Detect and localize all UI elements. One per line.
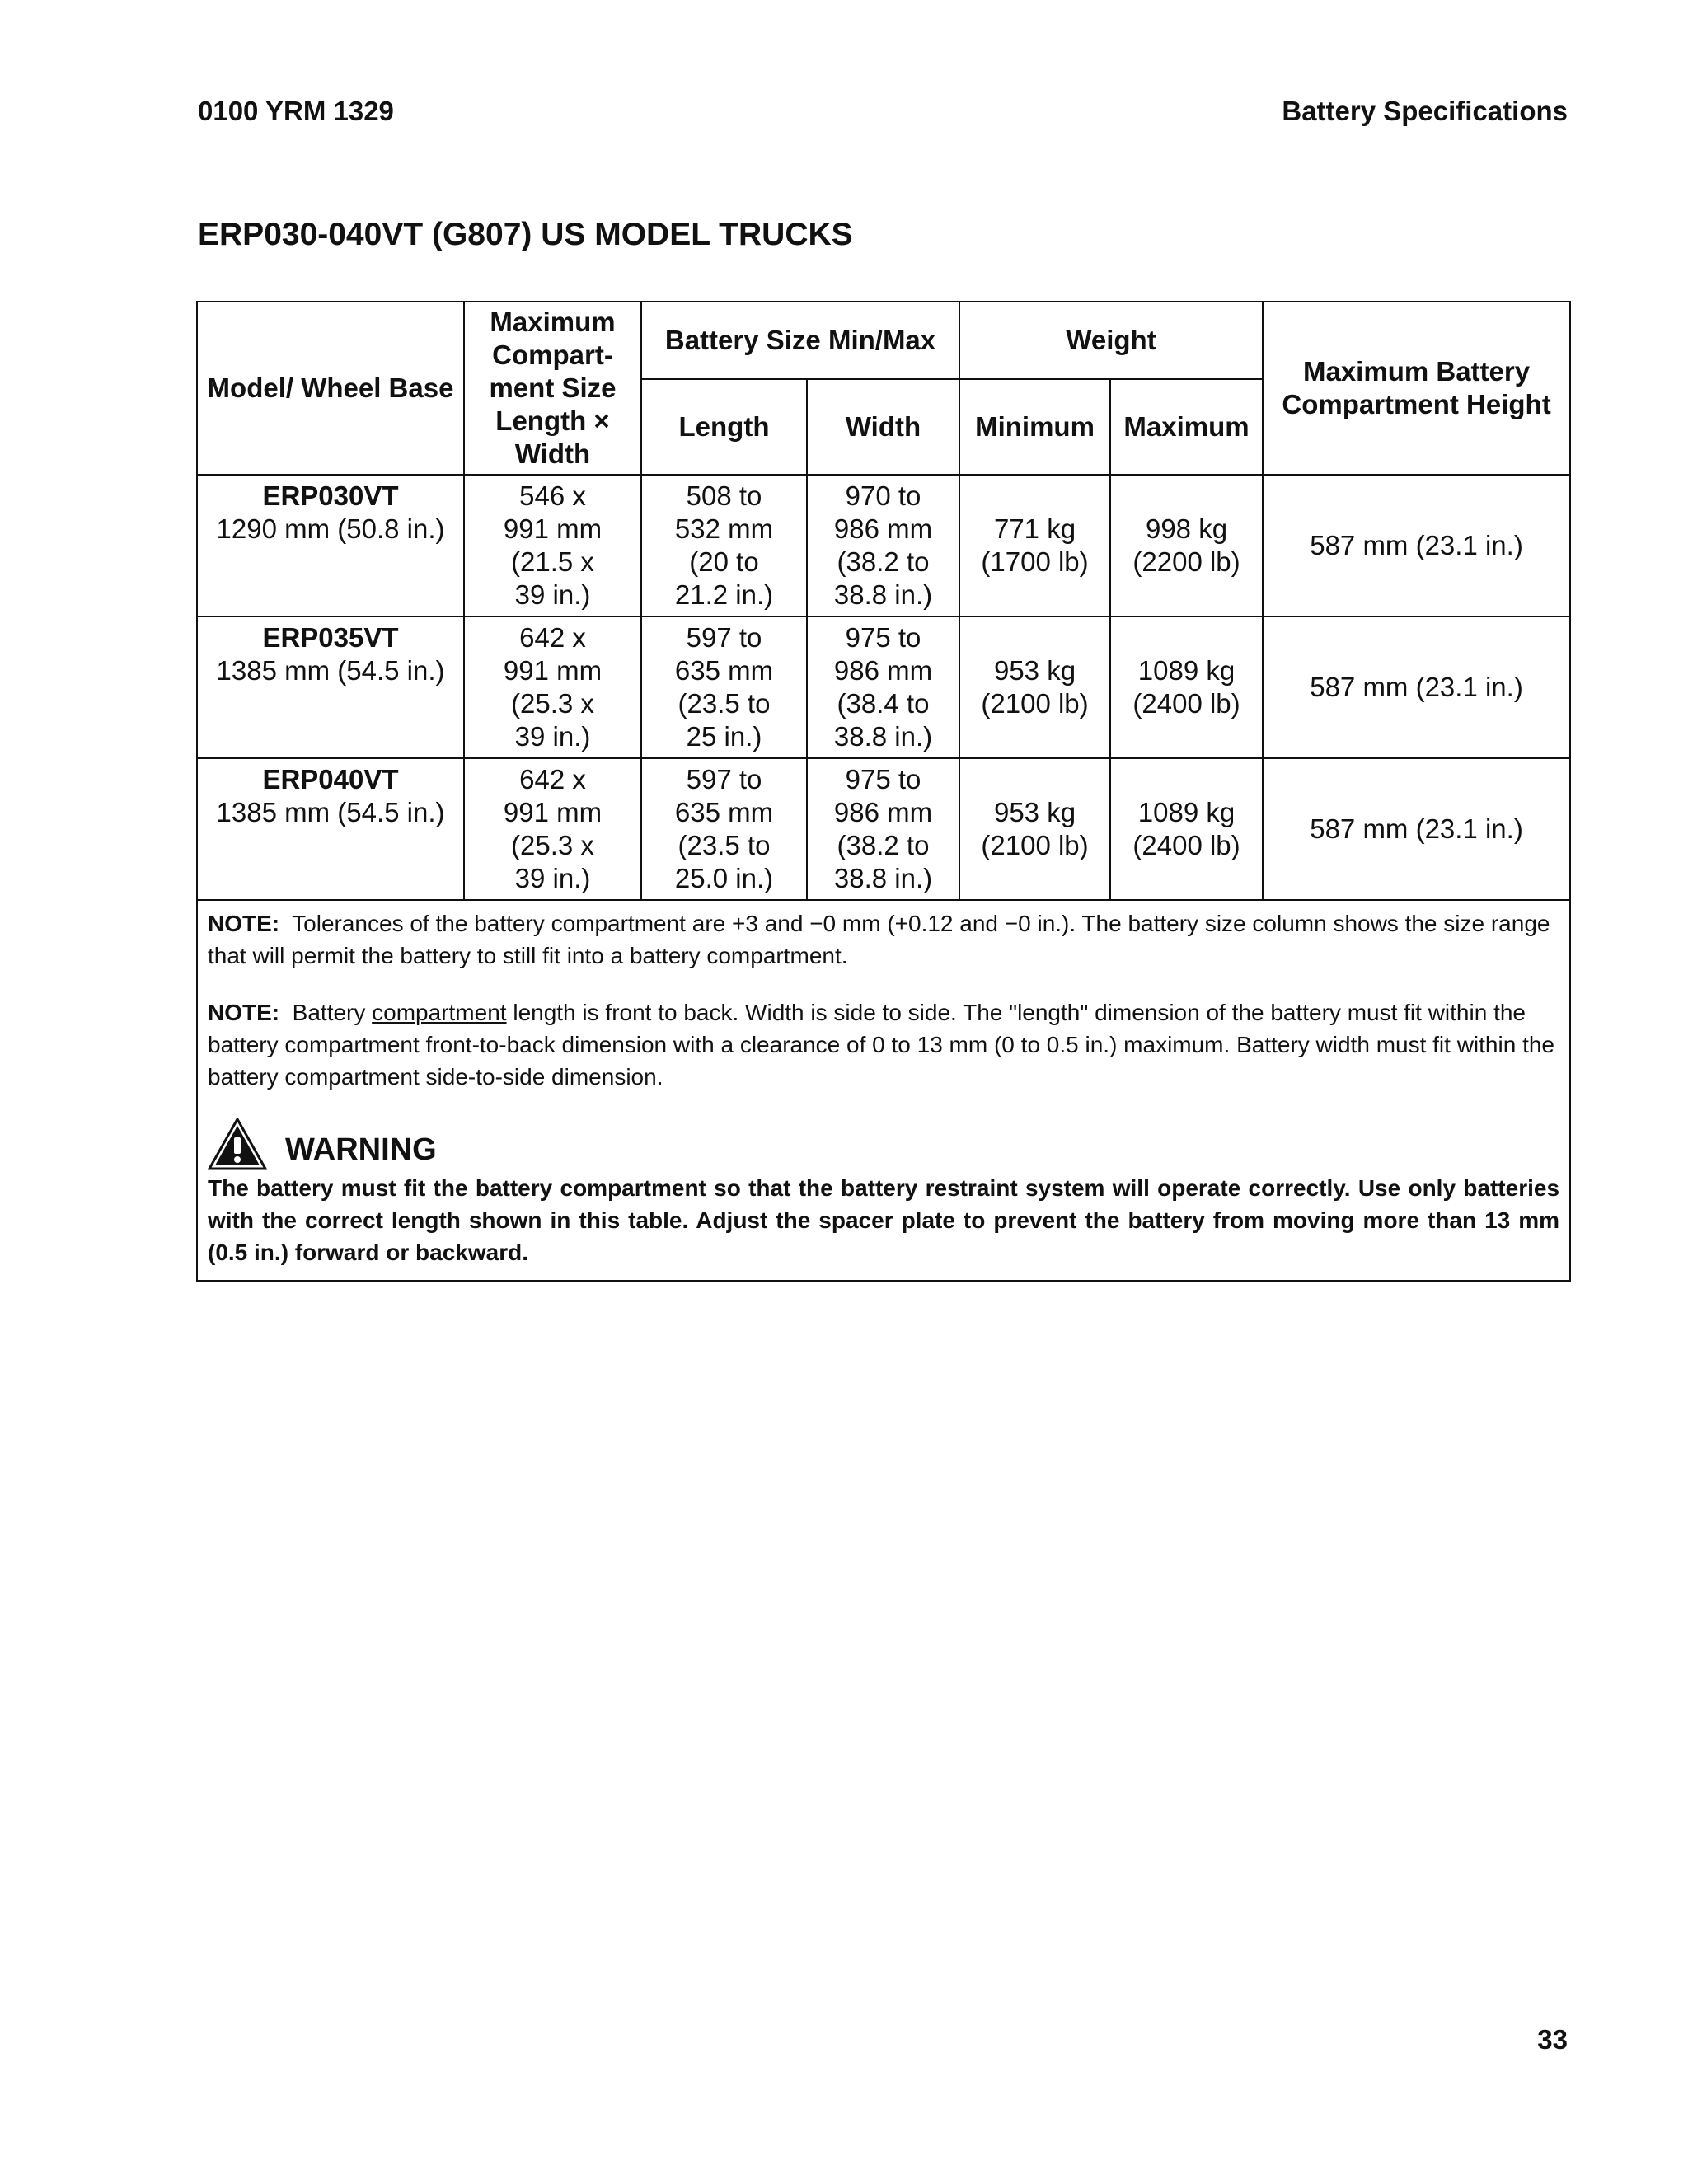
note-underlined-word: compartment xyxy=(372,1000,507,1025)
compartment-cell xyxy=(464,616,641,758)
length-cell xyxy=(641,475,807,616)
compartment-line: 642 x xyxy=(519,622,586,653)
notes-row xyxy=(197,900,1570,1281)
length-line: (20 to xyxy=(689,546,759,577)
min-weight-cell xyxy=(959,475,1110,616)
note-label: NOTE: xyxy=(208,1000,280,1025)
model-name: ERP040VT xyxy=(262,764,399,794)
note-label: NOTE: xyxy=(208,911,280,936)
note-text-pre: Battery xyxy=(292,1000,366,1025)
header-length: Length xyxy=(641,379,807,475)
spacer-line xyxy=(203,862,458,895)
compartment-line: 991 mm xyxy=(503,797,603,827)
spacer-line xyxy=(203,687,458,720)
table-row xyxy=(197,475,1570,616)
length-line: 597 to xyxy=(686,764,762,794)
wheelbase: 1385 mm (54.5 in.) xyxy=(216,797,445,827)
note-tolerances xyxy=(208,907,1559,972)
note-dimensions xyxy=(208,996,1559,1093)
compartment-line: 39 in.) xyxy=(514,863,591,893)
width-cell xyxy=(807,475,959,616)
wheelbase: 1385 mm (54.5 in.) xyxy=(216,655,445,686)
battery-spec-table xyxy=(196,301,1571,1282)
max-weight-line: (2400 lb) xyxy=(1132,688,1240,719)
length-cell xyxy=(641,758,807,900)
compartment-cell xyxy=(464,758,641,900)
length-line: 635 mm xyxy=(674,797,774,827)
compartment-line: 39 in.) xyxy=(514,579,591,610)
width-line: 986 mm xyxy=(833,513,933,544)
header-minimum: Minimum xyxy=(959,379,1110,475)
header-compartment-line: Maximum xyxy=(490,307,616,337)
header-compartment-line: ment Size xyxy=(489,373,617,403)
model-name: ERP030VT xyxy=(262,480,399,511)
table-header-row xyxy=(197,302,1570,379)
model-cell xyxy=(197,758,464,900)
header-compartment-line: Compart- xyxy=(492,340,613,370)
min-weight-line: (1700 lb) xyxy=(981,546,1089,577)
max-weight-line: (2200 lb) xyxy=(1132,546,1240,577)
header-model: Model/ Wheel Base xyxy=(197,302,464,475)
width-line: 38.8 in.) xyxy=(833,579,933,610)
model-cell xyxy=(197,475,464,616)
min-weight-line: 953 kg xyxy=(993,797,1076,827)
width-line: 970 to xyxy=(845,480,921,511)
header-weight: Weight xyxy=(959,302,1263,379)
notes-cell xyxy=(197,900,1570,1281)
width-line: 38.8 in.) xyxy=(833,721,933,752)
height-cell: 587 mm (23.1 in.) xyxy=(1263,758,1570,900)
width-line: (38.2 to xyxy=(837,830,930,860)
note-text: length is front to back. Width is side to side. The "length" dimension of the battery must fit within the battery compartment front-to-back dimension with a clearance of 0 to 13 mm (0 to 0.5 in.) maximum. Battery width must fit within the battery compartment side-to-side dimension. xyxy=(208,1000,1554,1090)
length-line: (23.5 to xyxy=(678,830,771,860)
header-compartment-line: Width xyxy=(514,438,591,469)
table-row xyxy=(197,616,1570,758)
min-weight-cell xyxy=(959,616,1110,758)
min-weight-line: 771 kg xyxy=(993,513,1076,544)
header-max-height: Maximum Battery Compartment Height xyxy=(1263,302,1570,475)
width-line: 975 to xyxy=(845,622,921,653)
max-weight-cell xyxy=(1110,616,1263,758)
wheelbase: 1290 mm (50.8 in.) xyxy=(216,513,445,544)
length-cell xyxy=(641,616,807,758)
spacer-line xyxy=(203,829,458,862)
width-line: (38.2 to xyxy=(837,546,930,577)
compartment-line: (21.5 x xyxy=(511,546,594,577)
spacer-line xyxy=(203,720,458,753)
section-name: Battery Specifications xyxy=(1282,96,1568,126)
max-weight-line: 1089 kg xyxy=(1137,797,1236,827)
table-row xyxy=(197,758,1570,900)
spacer-line xyxy=(203,579,458,612)
compartment-line: 991 mm xyxy=(503,513,603,544)
max-weight-line: 1089 kg xyxy=(1137,655,1236,686)
length-line: 21.2 in.) xyxy=(674,579,774,610)
length-line: 25.0 in.) xyxy=(674,863,774,893)
length-line: 532 mm xyxy=(674,513,774,544)
compartment-cell xyxy=(464,475,641,616)
min-weight-line: (2100 lb) xyxy=(981,830,1089,860)
compartment-line: 642 x xyxy=(519,764,586,794)
header-battery-size: Battery Size Min/Max xyxy=(641,302,959,379)
header-width: Width xyxy=(807,379,959,475)
header-maximum: Maximum xyxy=(1110,379,1263,475)
model-name: ERP035VT xyxy=(262,622,399,653)
max-weight-cell xyxy=(1110,475,1263,616)
warning-text: The battery must fit the battery compartment so that the battery restraint system will operate correctly. Use only batteries with the correct length shown in this table. Adjust the spacer plate to prevent the battery from moving more than 13 mm (0.5 in.) forward or backward. xyxy=(208,1175,1560,1265)
page-title: ERP030-040VT (G807) US MODEL TRUCKS xyxy=(198,217,853,252)
spacer-line xyxy=(203,546,458,579)
max-weight-line: (2400 lb) xyxy=(1132,830,1240,860)
min-weight-line: (2100 lb) xyxy=(981,688,1089,719)
min-weight-cell xyxy=(959,758,1110,900)
length-line: 508 to xyxy=(686,480,762,511)
compartment-line: (25.3 x xyxy=(511,688,594,719)
width-cell xyxy=(807,616,959,758)
compartment-line: 991 mm xyxy=(503,655,603,686)
length-line: 597 to xyxy=(686,622,762,653)
length-line: (23.5 to xyxy=(678,688,771,719)
note-text: Tolerances of the battery compartment are +3 and −0 mm (+0.12 and −0 in.). The battery size column shows the size range that will permit the battery to still fit into a battery compartment. xyxy=(208,911,1550,968)
max-weight-line: 998 kg xyxy=(1145,513,1228,544)
header-compartment-size xyxy=(464,302,641,475)
width-line: 38.8 in.) xyxy=(833,863,933,893)
width-line: (38.4 to xyxy=(837,688,930,719)
height-cell: 587 mm (23.1 in.) xyxy=(1263,616,1570,758)
width-line: 986 mm xyxy=(833,655,933,686)
header-compartment-line: Length × xyxy=(495,405,610,436)
warning-triangle-icon xyxy=(208,1118,267,1170)
model-cell xyxy=(197,616,464,758)
compartment-line: (25.3 x xyxy=(511,830,594,860)
compartment-line: 546 x xyxy=(519,480,586,511)
compartment-line: 39 in.) xyxy=(514,721,591,752)
length-line: 25 in.) xyxy=(686,721,762,752)
warning-title: WARNING xyxy=(285,1132,437,1167)
width-line: 975 to xyxy=(845,764,921,794)
page-number: 33 xyxy=(1537,2024,1568,2055)
length-line: 635 mm xyxy=(674,655,774,686)
height-cell: 587 mm (23.1 in.) xyxy=(1263,475,1570,616)
document-id: 0100 YRM 1329 xyxy=(198,96,394,126)
min-weight-line: 953 kg xyxy=(993,655,1076,686)
max-weight-cell xyxy=(1110,758,1263,900)
warning-heading xyxy=(208,1118,1559,1170)
width-cell xyxy=(807,758,959,900)
width-line: 986 mm xyxy=(833,797,933,827)
